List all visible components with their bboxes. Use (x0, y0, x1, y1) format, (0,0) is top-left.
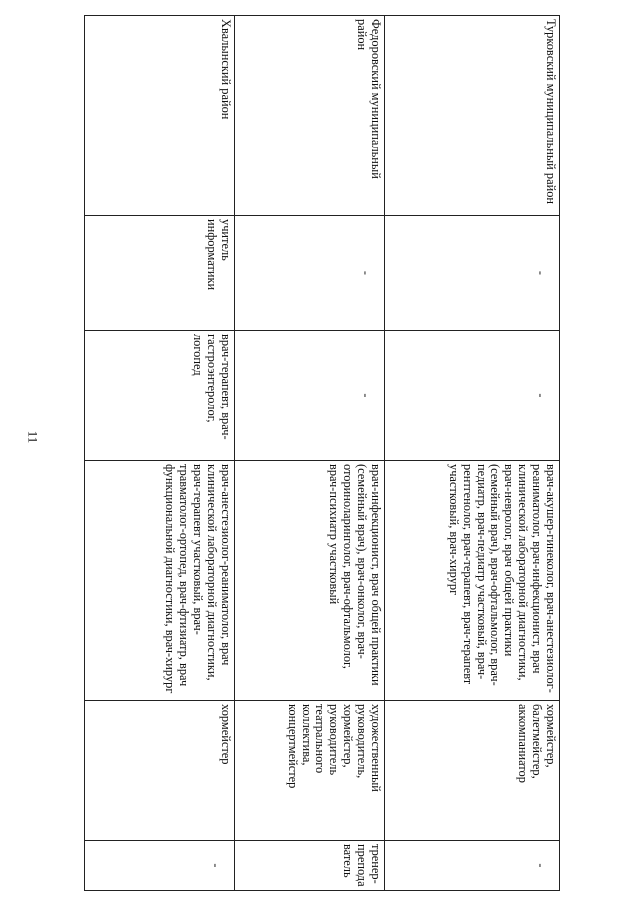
district-cell: Федоровский муниципальный район (235, 16, 385, 216)
table-row (385, 16, 560, 891)
table-cell: врач-инфекционист, врач общей практики (семейный врач), врач-онколог, врач-оториноларинголог, врач-офтальмолог, врач-психиатр участковый (235, 461, 385, 701)
table-cell: врач-акушер-гинеколог, врач-анестезиолог-реаниматолог, врач-инфекционист, врач клинической лабораторной диагностики, врач-невролог, врач общей практики (семейный врач), врач-офтальмолог, врач-педиатр, врач-педиатр участковый, врач-рентгенолог, врач-терапевт, врач-терапевт участковый, врач-хирург (385, 461, 560, 701)
district-cell: Хвалынский район (85, 16, 235, 216)
table-cell: - (385, 331, 560, 461)
page-number: 11 (25, 430, 41, 444)
table-cell: художественный руководитель, хормейстер, руководитель театрального коллектива, концертмейстер (235, 701, 385, 841)
table-cell: тренер-преподаватель (235, 841, 385, 891)
table-cell: учитель информатики (85, 216, 235, 331)
table-cell: хормейстер (85, 701, 235, 841)
table-cell: хормейстер, балетмейстер, аккомпаниатор (385, 701, 560, 841)
table-wrapper (85, 15, 560, 890)
table-cell: врач-терапевт, врач-гастроэнтеролог, логопед (85, 331, 235, 461)
table-cell: - (85, 841, 235, 891)
table-cell: врач-анестезиолог-реаниматолог, врач клинической лабораторной диагностики, врач-терапевт участковый, врач-травматолог-ортопед, врач-фтизиатр, врач функциональной диагностики, врач-хирург (85, 461, 235, 701)
vacancy-table (84, 15, 560, 891)
district-cell: Турковский муниципальный район (385, 16, 560, 216)
table-row (85, 16, 235, 891)
table-cell: - (385, 216, 560, 331)
table-cell: - (385, 841, 560, 891)
table-row (235, 16, 385, 891)
table-cell: - (235, 331, 385, 461)
table-cell: - (235, 216, 385, 331)
rotated-table-frame (85, 15, 560, 890)
